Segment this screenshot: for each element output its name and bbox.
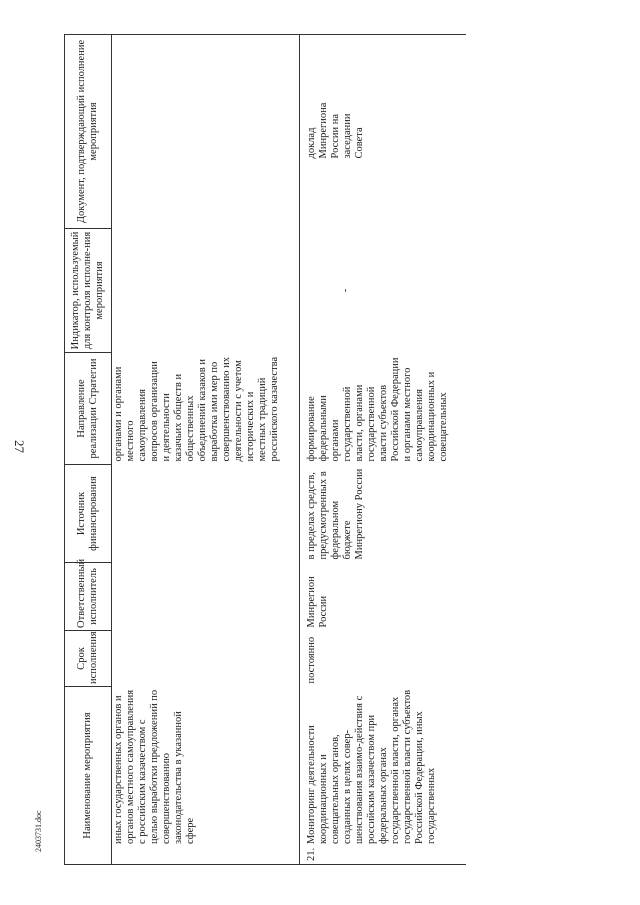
col-header-executor: Ответственный исполнитель bbox=[65, 563, 112, 631]
row-1-indicator bbox=[112, 229, 300, 353]
row-1-funding bbox=[112, 465, 300, 563]
col-header-document: Документ, подтверждающий исполнение мероприятия bbox=[65, 35, 112, 229]
document-id: 2403731.doc bbox=[34, 810, 43, 852]
row-1-name-text: иных государственных органов и органов местного самоуправления с российским казачеством с целью выработки предложений по совершенствованию законодательства в указанной сфере bbox=[113, 689, 196, 844]
col-header-direction: Направление реализации Стратегии bbox=[65, 353, 112, 465]
col-header-indicator: Индикатор, используемый для контроля исполне-ния мероприятия bbox=[65, 229, 112, 353]
row-2-document-text: доклад Минрегиона России на заседании Совета bbox=[306, 102, 365, 159]
page-number: 27 bbox=[12, 440, 27, 453]
row-1-name bbox=[112, 687, 300, 865]
row-1-document bbox=[112, 35, 300, 229]
table-header-row bbox=[65, 35, 112, 865]
col-header-funding: Источник финансирования bbox=[65, 465, 112, 563]
row-2-document bbox=[300, 35, 467, 229]
row-2-direction: формирование федеральными органами государственной власти, органами государственной власти субъектов Российской Федерации и органами местного самоуправления координационных и совещательных bbox=[300, 353, 467, 465]
row-1-executor bbox=[112, 563, 300, 631]
row-2-number: 21. bbox=[306, 847, 317, 861]
row-2-indicator: - bbox=[300, 229, 467, 353]
row-2-term: постоянно bbox=[300, 631, 467, 687]
row-1-term bbox=[112, 631, 300, 687]
rotated-table-container bbox=[64, 35, 616, 865]
table-row bbox=[300, 35, 467, 865]
table-row bbox=[112, 35, 300, 865]
row-1-direction: органами и органами местного самоуправления вопросов организации и деятельности казачьих обществ и общественных объединений казаков и выработка ими мер по совершенствованию их деятельности с учетом исторических и местных традиций российского казачества bbox=[113, 356, 280, 462]
events-table bbox=[64, 34, 466, 865]
row-2-funding: в пределах средств, предусмотренных в федеральном бюджете Минрегиону России bbox=[300, 465, 467, 563]
row-2-name bbox=[300, 687, 467, 865]
col-header-term: Срок исполнения bbox=[65, 631, 112, 687]
col-header-name: Наименование мероприятия bbox=[65, 687, 112, 865]
row-2-executor: Минрегион России bbox=[300, 563, 467, 631]
row-2-name-text: Мониторинг деятельности координационных и совещательных органов, созданных в целях совер-шенствования взаимо-действия с российским казачеством при федеральных органах государственной власти, органах государственной власти субъектов Российской Федерации, иных государственных bbox=[306, 689, 437, 844]
